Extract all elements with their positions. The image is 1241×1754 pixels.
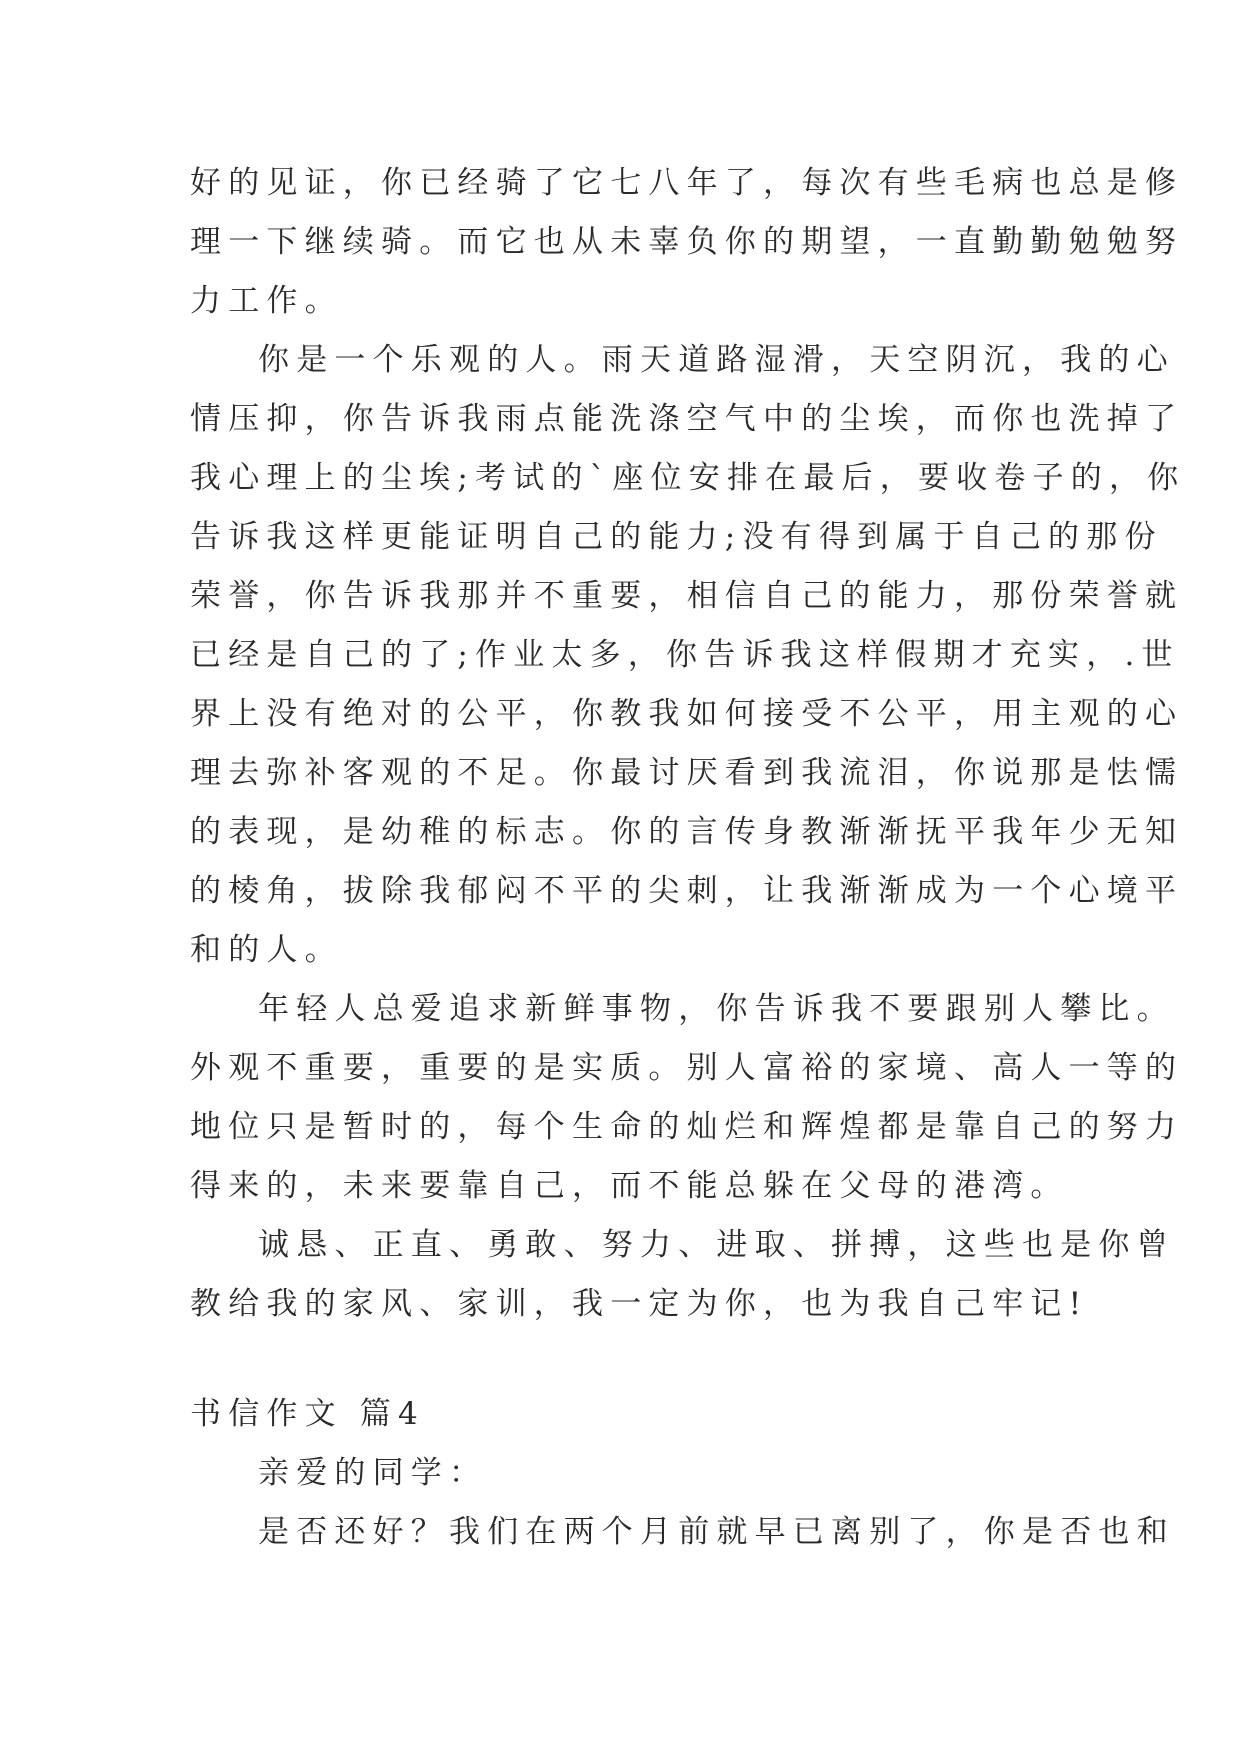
paragraph-line: 我心理上的尘埃;考试的`座位安排在最后，要收卷子的，你 (190, 460, 1186, 496)
paragraph-line: 的棱角，拔除我郁闷不平的尖刺，让我渐渐成为一个心境平 (190, 873, 1184, 909)
paragraph-line: 好的见证，你已经骑了它七八年了，每次有些毛病也总是修 (190, 165, 1184, 201)
paragraph-line: 教给我的家风、家训，我一定为你，也为我自己牢记! (190, 1286, 1089, 1322)
section-title: 书信作文 篇4 (190, 1396, 425, 1432)
paragraph-line: 的表现，是幼稚的标志。你的言传身教渐渐抚平我年少无知 (190, 814, 1184, 850)
paragraph-line: 情压抑，你告诉我雨点能洗涤空气中的尘埃，而你也洗掉了 (190, 401, 1184, 437)
paragraph-line: 界上没有绝对的公平，你教我如何接受不公平，用主观的心 (190, 696, 1184, 732)
paragraph-line: 外观不重要，重要的是实质。别人富裕的家境、高人一等的 (190, 1050, 1184, 1086)
paragraph-line: 年轻人总爱追求新鲜事物，你告诉我不要跟别人攀比。 (258, 991, 1175, 1027)
paragraph-line: 诚恳、正直、勇敢、努力、进取、拼搏，这些也是你曾 (258, 1227, 1175, 1263)
paragraph-line: 地位只是暂时的，每个生命的灿烂和辉煌都是靠自己的努力 (190, 1109, 1184, 1145)
paragraph-line: 得来的，未来要靠自己，而不能总躲在父母的港湾。 (190, 1168, 1069, 1204)
paragraph-line: 告诉我这样更能证明自己的能力;没有得到属于自己的那份 (190, 519, 1163, 555)
paragraph-line: 荣誉，你告诉我那并不重要，相信自己的能力，那份荣誉就 (190, 578, 1184, 614)
paragraph-line: 理一下继续骑。而它也从未辜负你的期望，一直勤勤勉勉努 (190, 224, 1184, 260)
paragraph-line: 你是一个乐观的人。雨天道路湿滑，天空阴沉，我的心 (258, 342, 1175, 378)
paragraph-line: 是否还好？我们在两个月前就早已离别了，你是否也和 (258, 1514, 1175, 1550)
paragraph-line: 力工作。 (190, 283, 343, 319)
paragraph-line: 理去弥补客观的不足。你最讨厌看到我流泪，你说那是怯懦 (190, 755, 1184, 791)
paragraph-line: 和的人。 (190, 932, 343, 968)
paragraph-line: 已经是自己的了;作业太多，你告诉我这样假期才充实，.世 (190, 637, 1180, 673)
letter-greeting: 亲爱的同学： (258, 1455, 488, 1491)
